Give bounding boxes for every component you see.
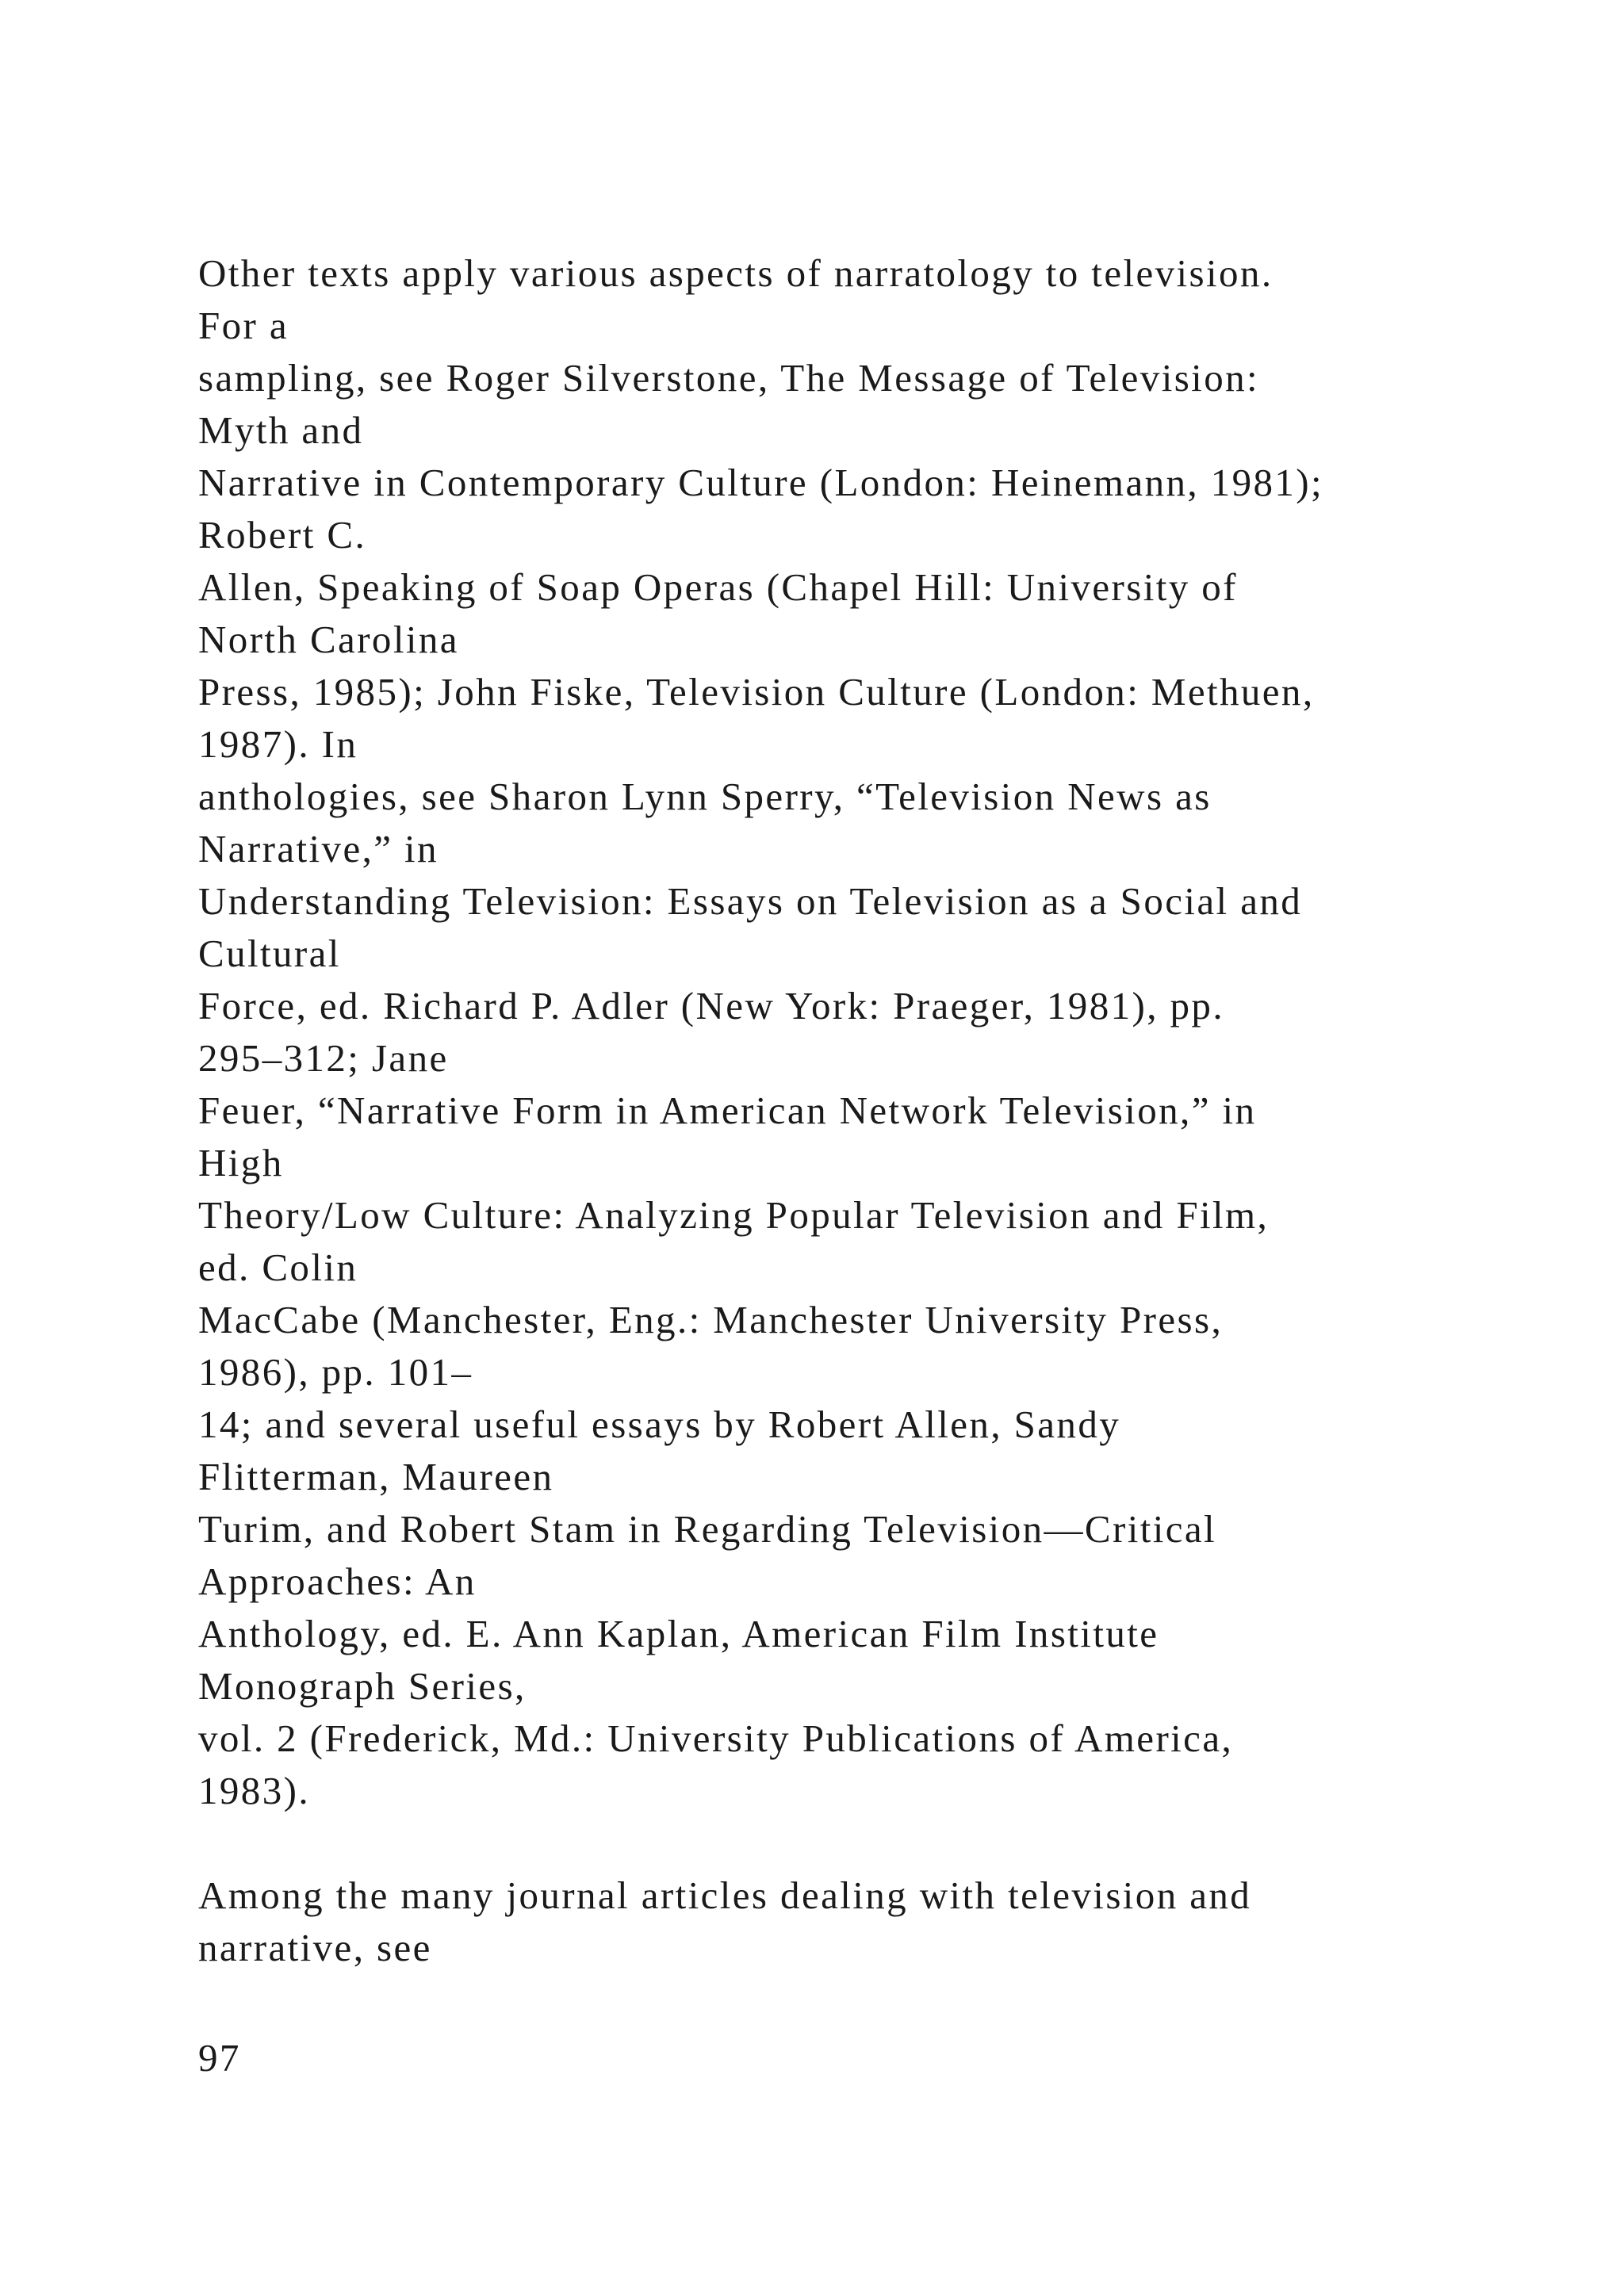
text-line: narrative, see xyxy=(198,1926,432,1969)
text-line: ed. Colin xyxy=(198,1246,358,1289)
text-line: Myth and xyxy=(198,408,364,452)
text-line: Cultural xyxy=(198,932,341,975)
text-line: Feuer, “Narrative Form in American Network Television,” in xyxy=(198,1089,1257,1132)
text-line: Theory/Low Culture: Analyzing Popular Television and Film, xyxy=(198,1193,1270,1237)
paragraph-gap xyxy=(198,1817,1546,1869)
text-line: Among the many journal articles dealing with television and xyxy=(198,1873,1252,1917)
text-line: High xyxy=(198,1141,284,1184)
text-line: 1987). In xyxy=(198,722,358,766)
text-line: Turim, and Robert Stam in Regarding Television—Critical xyxy=(198,1507,1217,1551)
text-line: Press, 1985); John Fiske, Television Culture (London: Methuen, xyxy=(198,670,1315,714)
text-line: 1983). xyxy=(198,1769,310,1812)
text-line: Force, ed. Richard P. Adler (New York: Praeger, 1981), pp. xyxy=(198,984,1224,1027)
text-line: Anthology, ed. E. Ann Kaplan, American Film Institute xyxy=(198,1612,1159,1655)
text-line: Monograph Series, xyxy=(198,1664,527,1708)
text-line: Flitterman, Maureen xyxy=(198,1455,554,1498)
text-line: Narrative in Contemporary Culture (London: Heinemann, 1981); xyxy=(198,461,1324,504)
text-line: Narrative,” in xyxy=(198,827,439,871)
body-text xyxy=(198,247,1546,1974)
text-line: Robert C. xyxy=(198,513,367,557)
text-line: North Carolina xyxy=(198,618,459,661)
text-line: 295–312; Jane xyxy=(198,1036,449,1080)
text-line: 14; and several useful essays by Robert Allen, Sandy xyxy=(198,1402,1121,1446)
text-line: vol. 2 (Frederick, Md.: University Publications of America, xyxy=(198,1716,1234,1760)
text-line: anthologies, see Sharon Lynn Sperry, “Television News as xyxy=(198,775,1212,818)
text-line: Understanding Television: Essays on Television as a Social and xyxy=(198,879,1303,923)
text-line: MacCabe (Manchester, Eng.: Manchester University Press, xyxy=(198,1298,1224,1341)
text-line: Other texts apply various aspects of narratology to television. xyxy=(198,251,1274,295)
paragraph-1 xyxy=(198,247,1546,1817)
text-line: Allen, Speaking of Soap Operas (Chapel Hill: University of xyxy=(198,565,1238,609)
text-line: 1986), pp. 101– xyxy=(198,1350,473,1394)
text-line: For a xyxy=(198,304,289,347)
text-line: Approaches: An xyxy=(198,1559,477,1603)
text-line: sampling, see Roger Silverstone, The Message of Television: xyxy=(198,356,1260,400)
paragraph-2 xyxy=(198,1869,1546,1974)
page-number: 97 xyxy=(198,2036,241,2080)
